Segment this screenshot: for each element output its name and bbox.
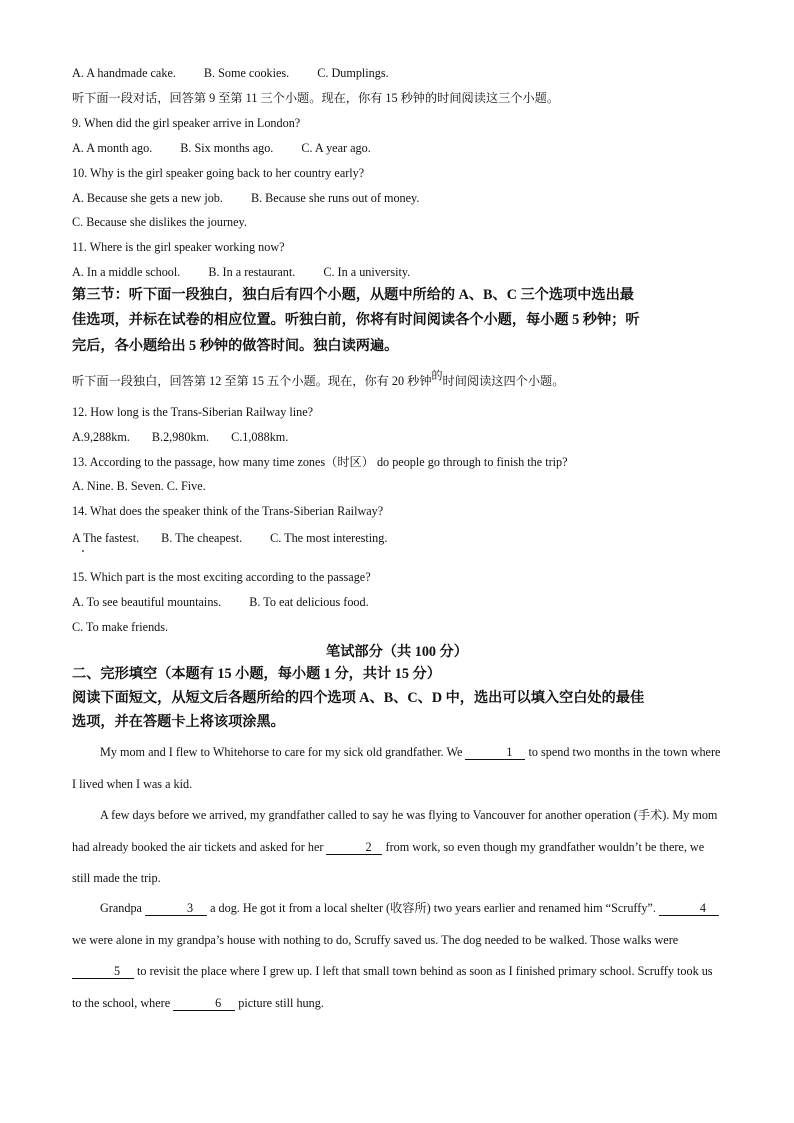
q11-option-c: C. In a university.: [323, 265, 411, 279]
q8-option-b: B. Some cookies.: [203, 66, 290, 80]
q15-options: [72, 594, 369, 610]
q12-option-a: A.9,288km.: [72, 430, 130, 444]
q11-options: [72, 264, 410, 280]
instruction-12-15-part-b: 时间阅读这四个小题。: [442, 374, 565, 388]
passage-text: a dog. He got it from a local shelter (收容所) two years earlier and renamed him “Scruffy”.: [207, 901, 659, 915]
q9-option-b: B. Six months ago.: [180, 141, 274, 155]
q12-options: [72, 429, 288, 445]
passage-text: to spend two months in the town where I lived when I was a kid.: [72, 745, 721, 791]
q10-option-c: C. Because she dislikes the journey.: [72, 215, 247, 229]
q9-option-c: C. A year ago.: [301, 141, 371, 155]
q10-options: [72, 190, 419, 206]
passage-text: from work, so even though my grandfather wouldn’t be there, we still made the trip.: [72, 839, 705, 885]
q13-question: 13. According to the passage, how many time zones（时区） do people go through to finish the trip?: [72, 455, 568, 469]
q8-option-a: A. A handmade cake.: [72, 66, 176, 80]
q15-option-b: B. To eat delicious food.: [249, 595, 369, 609]
q14-option-a: A The fastest.: [72, 531, 140, 545]
q15-option-a: A. To see beautiful mountains.: [72, 595, 222, 609]
blank-6[interactable]: 6: [173, 996, 235, 1011]
instruction-9-11: 听下面一段对话，回答第 9 至第 11 三个小题。现在，你有 15 秒钟的时间阅读这三个小题。: [72, 91, 560, 105]
stray-dot-mark: [82, 550, 84, 552]
q14-question: 14. What does the speaker think of the Trans-Siberian Railway?: [72, 504, 384, 518]
q10-option-a: A. Because she gets a new job.: [72, 191, 223, 205]
passage-text: we were alone in my grandpa’s house with nothing to do, Scruffy saved us. The dog needed to be walked. Those walks were: [72, 932, 679, 947]
blank-1[interactable]: 1: [465, 745, 525, 760]
passage-paragraph-2: [72, 800, 722, 895]
written-part-title: 笔试部分（共 100 分）: [326, 644, 468, 660]
q15-question: 15. Which part is the most exciting according to the passage?: [72, 570, 371, 584]
q8-options: [72, 65, 389, 81]
q9-option-a: A. A month ago.: [72, 141, 153, 155]
passage-text: to revisit the place where I grew up. I left that small town behind as soon as I finished primary school. Scruffy took us to the school, where: [72, 964, 713, 1010]
q12-question: 12. How long is the Trans-Siberian Railway line?: [72, 405, 314, 419]
q15-option-c: C. To make friends.: [72, 620, 169, 634]
passage-text: My mom and I flew to Whitehorse to care for my sick old grandfather. We: [100, 745, 466, 759]
passage-paragraph-1: [72, 737, 722, 800]
q12-option-c: C.1,088km.: [231, 430, 289, 444]
blank-3[interactable]: 3: [145, 901, 207, 916]
q12-option-b: B.2,980km.: [151, 430, 210, 444]
q14-options: [72, 530, 387, 546]
part2-instruction-line2: 选项，并在答题卡上将该项涂黑。: [72, 714, 285, 730]
q10-question: 10. Why is the girl speaker going back to her country early?: [72, 166, 365, 180]
passage-paragraph-3: [72, 893, 722, 1019]
blank-2[interactable]: 2: [326, 840, 382, 855]
q14-option-b: B. The cheapest.: [161, 531, 243, 545]
instruction-12-15-part-a: 听下面一段独白，回答第 12 至第 15 五个小题。现在，你有 20 秒钟: [72, 374, 432, 388]
q9-options: [72, 140, 371, 156]
blank-5[interactable]: 5: [72, 964, 134, 979]
instruction-12-15: [72, 370, 565, 390]
q13-options: A. Nine. B. Seven. C. Five.: [72, 479, 206, 493]
passage-text: Grandpa: [100, 901, 146, 915]
part2-title: 二、完形填空（本题有 15 小题，每小题 1 分，共计 15 分）: [72, 666, 441, 682]
q11-question: 11. Where is the girl speaker working now?: [72, 240, 285, 254]
blank-4[interactable]: 4: [659, 901, 719, 916]
section3-line1: 第三节：听下面一段独白，独白后有四个小题，从题中所给的 A、B、C 三个选项中选出最: [72, 287, 634, 303]
q9-question: 9. When did the girl speaker arrive in London?: [72, 116, 301, 130]
section3-line3: 完后，各小题给出 5 秒钟的做答时间。独白读两遍。: [72, 338, 399, 354]
q11-option-a: A. In a middle school.: [72, 265, 181, 279]
q10-option-b: B. Because she runs out of money.: [250, 191, 420, 205]
passage-text: picture still hung.: [235, 995, 324, 1010]
section3-line2: 佳选项，并标在试卷的相应位置。听独白前，你将有时间阅读各个小题，每小题 5 秒钟；听: [72, 312, 640, 328]
q11-option-b: B. In a restaurant.: [208, 265, 296, 279]
q8-option-c: C. Dumplings.: [317, 66, 389, 80]
passage-text: A few days before we arrived, my grandfather called to say he was flying to Vancouver for another operation (手术). My mom had already booked the air tickets and asked for her: [72, 808, 718, 854]
instruction-12-15-superscript: 的: [431, 370, 443, 382]
part2-instruction-line1: 阅读下面短文，从短文后各题所给的四个选项 A、B、C、D 中，选出可以填入空白处的最佳: [72, 690, 645, 706]
q14-option-c: C. The most interesting.: [270, 531, 388, 545]
